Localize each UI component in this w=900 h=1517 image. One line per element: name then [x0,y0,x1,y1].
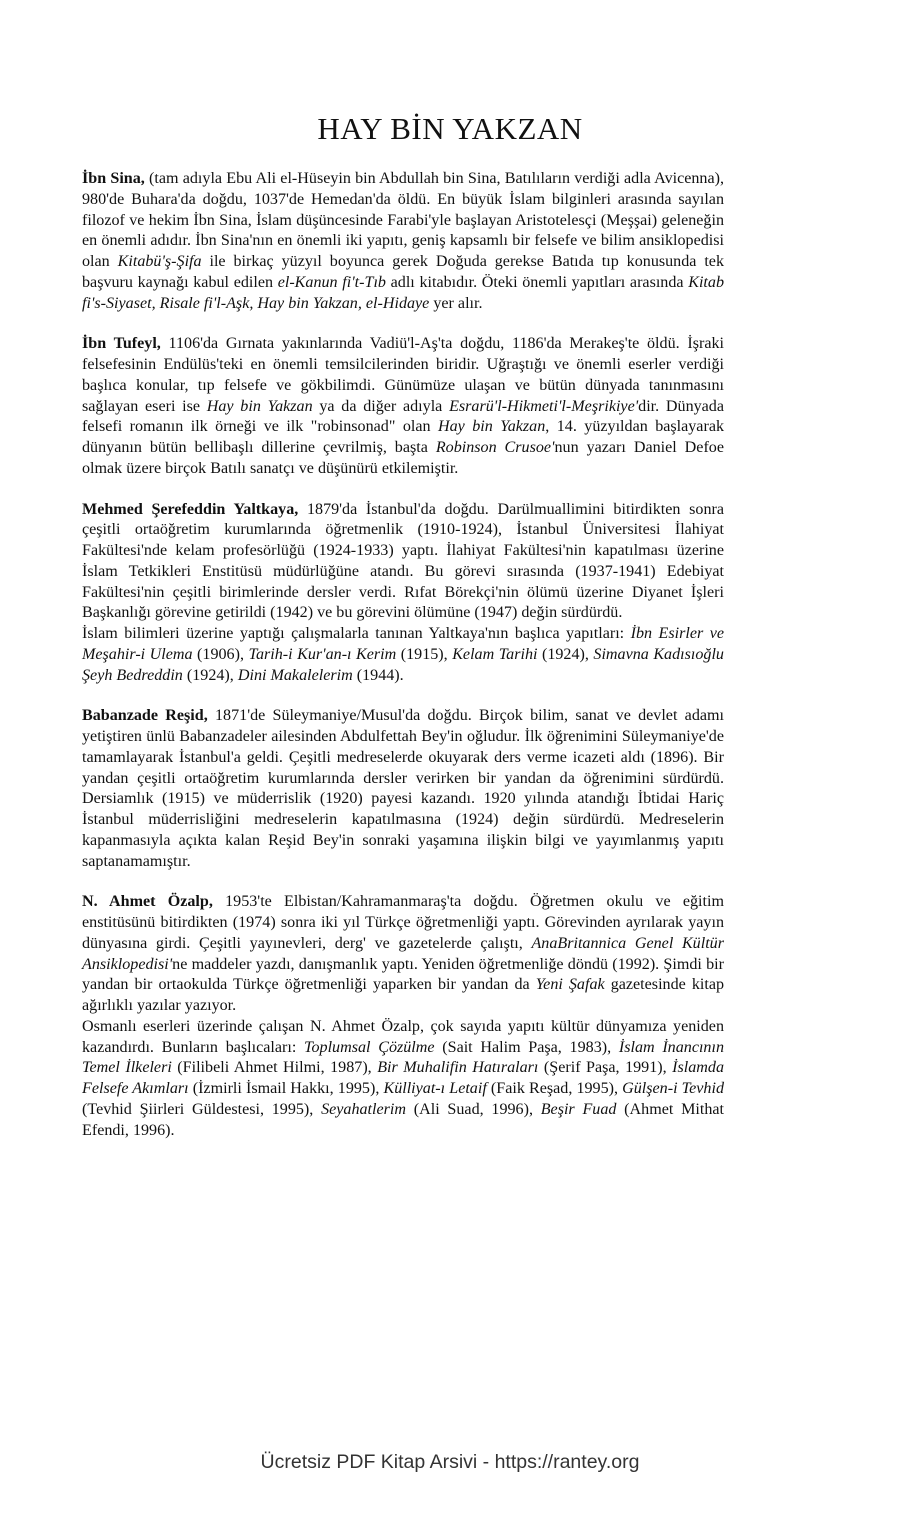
work-title: Beşir Fuad [540,1100,617,1118]
text-run: (1915), [396,645,453,663]
work-title: Seyahatlerim [321,1100,406,1118]
text-run: (Faik Reşad, 1995), [486,1080,623,1097]
work-title: İslamda Felsefe Akımları [82,1059,724,1097]
text-run: 1879'da İstanbul'da doğdu. Darülmuallimini bitirdikten sonra çeşitli ortaöğretim kurumlarında öğretmenlik (1910-1924), İstanbul Üniversitesi İlahiyat Fakültesi'nde kelam profesörlüğü (1924-1933) yaptı. İlahiyat Fakültesi'nin kapatılması üzerine İslam Tetkikleri Enstitüsü müdürlüğüne atandı. Bu görevi sırasında (1937-1941) Edebiyat Fakültesi'nin çeşitli birimlerinde dersler verdi. Rıfat Börekçi'nin ölümü üzerine Diyanet İşleri Başkanlığı görevine getirildi (1942) ve bu görevini ölümüne (1947) değin sürdürdü. [82,500,725,622]
paragraph-ozalp-works [82,1017,724,1142]
work-title: Toplumsal Çözülme [304,1038,435,1056]
text-body [82,169,724,1141]
paragraph-ibn-sina [82,169,724,314]
text-run: (1906), [192,645,249,663]
text-run: ya da diğer adıyla [312,397,450,415]
text-run: 1953'te Elbistan/Kahramanmaraş'ta doğdu. Öğretmen okulu ve eğitim enstitüsünü bitirdikten (1974) sonra iki yıl Türkçe öğretmenliği yaptı. Görevinden ayrılarak yayın dünyasına girdi. Çeşitli yayınevleri, derg' ve gazetelerde çalıştı, [82,893,724,952]
work-title: el-Kanun fi't-Tıb [277,273,386,291]
entry-name: N. Ahmet Özalp, [82,893,213,911]
text-run: yer alır. [429,294,483,312]
text-run: (tam adıyla Ebu Ali el-Hüseyin bin Abdullah bin Sina, Batılıların verdiği adla Avicenna), 980'de Buhara'da doğdu, 1037'de Hemedan'da öldü. En büyük İslam bilginleri arasında sayılan filozof ve hekim İbn Sina, İslam düşüncesinde Farabi'yle başlayan Aristotelesçi (Meşşai) geleneğin en önemli adıdır. İbn Sina'nın en önemli iki yapıtı, geniş kapsamlı bir felsefe ve bilim ansiklopedisi olan [82,170,724,270]
text-run: (Şerif Paşa, 1991), [538,1059,673,1077]
paragraph-ibn-tufeyl [82,334,724,479]
work-title: AnaBritannica Genel Kültür Ansiklopedisi' [82,934,724,973]
text-run: dir. Dünyada felsefi romanın ilk örneği ve ilk "robinsonad" olan [82,397,724,436]
work-title: Dini Makalelerim [237,666,353,684]
text-run: (1924), [182,666,238,684]
text-run: ile birkaç yüzyıl boyunca gerek Doğuda gerekse Batıda tıp konusunda tek başvuru kaynağı kabul edilen [82,253,724,291]
work-title: Kelam Tarihi [452,645,538,663]
work-title: İbn Esirler ve Meşahir-i Ulema [82,625,724,663]
work-title: İslam İnancının Temel İlkeleri [82,1038,725,1077]
paragraph-yaltkaya-biography [82,500,724,625]
text-run: gazetesinde kitap ağırlıklı yazılar yazıyor. [82,976,725,1014]
work-title: Tarih-i Kur'an-ı Kerim [248,645,397,663]
text-run: 1106'da Gırnata yakınlarında Vadiü'l-Aş'ta doğdu, 1186'da Merakeş'te öldü. İşraki felsefesinin Endülüs'teki en önemli temsilcilerinden biridir. Uğraştığı ve önemli eserler verdiği başlıca konular, tıp felsefe ve gökbilimdi. Günümüze ulaşan ve bütün dünyada tanınmasını sağlayan eseri ise [82,335,724,415]
work-title: Yeni Şafak [535,976,605,994]
page-title: HAY BİN YAKZAN [317,110,583,146]
text-run: (Ahmet Mithat Efendi, 1996). [82,1100,725,1139]
text-run: (Ali Suad, 1996), [406,1100,541,1118]
work-title: Hay bin Yakzan [438,418,546,436]
paragraph-ozalp-biography [82,892,724,1017]
entry-name: Babanzade Reşid, [82,707,208,725]
text-run: (1944). [352,666,404,684]
entry-name: Mehmed Şerefeddin Yaltkaya, [82,500,299,518]
entry-name: İbn Tufeyl, [82,335,161,353]
text-run: adlı kitabıdır. Öteki önemli yapıtları arasında [385,273,689,291]
text-run: (1924), [537,645,594,663]
text-run: ne maddeler yazdı, danışmanlık yaptı. Yeniden öğretmenliğe döndü (1992). Şimdi bir yandan bir ortaokulda Türkçe öğretmenliği yaparken bir yandan da [82,955,724,994]
work-title: Esrarü'l-Hikmeti'l-Meşrikiye' [449,397,639,415]
work-title: Kitab fi's-Siyaset, Risale fi'l-Aşk, Hay bin Yakzan, el-Hidaye [82,273,724,312]
text-run: (İzmirli İsmail Hakkı, 1995), [188,1080,384,1097]
text-run: (Filibeli Ahmet Hilmi, 1987), [171,1059,378,1077]
work-title: Robinson Crusoe' [435,439,555,456]
work-title: Kitabü'ş-Şifa [117,253,202,270]
text-run: (Tevhid Şiirleri Güldestesi, 1995), [82,1100,322,1118]
work-title: Bir Muhalifin Hatıraları [377,1059,539,1077]
entry-name: İbn Sina, [82,170,145,187]
text-run: Osmanlı eserleri üzerinde çalışan N. Ahmet Özalp, çok sayıda yapıtı kültür dünyamıza yeniden kazandırdı. Bunların başlıcaları: [82,1017,724,1056]
text-run: (Sait Halim Paşa, 1983), [434,1038,619,1056]
paragraph-yaltkaya-works [82,624,724,686]
footer-archive-notice: Ücretsiz PDF Kitap Arsivi - https://rantey.org [260,1451,640,1473]
text-run: 1871'de Süleymaniye/Musul'da doğdu. Birçok bilim, sanat ve devlet adamı yetiştiren ünlü Babanzadeler ailesinden Abdulfettah Bey'in oğludur. İlk öğrenimini Süleymaniye'de tamamlayarak İstanbul'a geldi. Çeşitli medreselerde okuyarak ders verme icazeti aldı (1896). Bir yandan çeşitli ortaöğretim kurumlarında dersler verirken bir yandan da öğrenimini sürdürdü. Dersiamlık (1915) ve müderrislik (1920) payesi kazandı. 1920 yılında atandığı İbtidai Hariç İstanbul müderrisliğini medreselerin kapatılmasına (1924) değin sürdürdü. Medreselerin kapanmasıyla açıkta kalan Reşid Bey'in sonraki yaşamına ilişkin bilgi ve yayımlanmış yapıtı saptanamamıştır. [82,707,724,870]
work-title: Hay bin Yakzan [206,397,313,415]
text-run: nun yazarı Daniel Defoe olmak üzere birçok Batılı sanatçı ve düşünürü etkilemiştir. [82,439,724,477]
text-run: , 14. yüzyıldan başlayarak dünyanın bütün bellibaşlı dillerine çevrilmiş, başta [82,418,725,456]
work-title: Külliyat-ı Letaif [383,1080,487,1097]
paragraph-babanzade-resid [82,706,724,872]
text-run: İslam bilimleri üzerine yaptığı çalışmalarla tanınan Yaltkaya'nın başlıca yapıtları: [82,625,631,642]
work-title: Simavna Kadısıoğlu Şeyh Bedreddin [82,645,724,684]
work-title: Gülşen-i Tevhid [622,1080,724,1097]
